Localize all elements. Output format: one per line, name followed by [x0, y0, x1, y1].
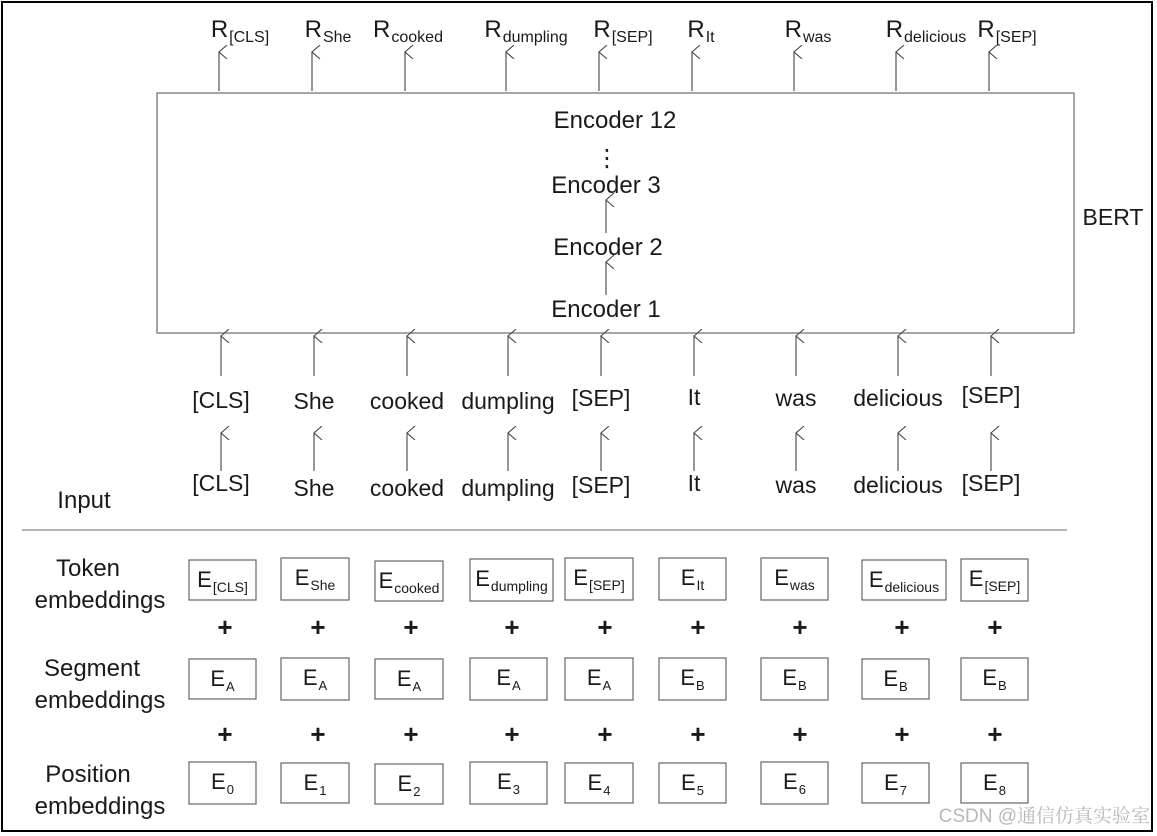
output-label-1: $R_{She}$	[304, 16, 352, 46]
plus-sign: +	[597, 719, 613, 749]
output-label-4: $R_{[SEP]}$	[593, 16, 653, 46]
plus-sign: +	[504, 612, 520, 642]
encoder-3-label: Encoder 3	[551, 172, 661, 199]
token-word-1: She	[293, 388, 335, 414]
output-label-2: $R_{cooked}$	[373, 16, 443, 46]
segment-embedding-2-label: $E_A$	[396, 666, 422, 694]
plus-sign: +	[987, 612, 1003, 642]
plus-sign: +	[894, 719, 910, 749]
plus-sign: +	[403, 719, 419, 749]
input-label: Input	[57, 487, 111, 514]
position-embedding-6-label: $E_6$	[783, 769, 806, 797]
watermark: CSDN @通信仿真实验室	[938, 806, 1150, 827]
segment-embeddings-label-line1: Segment	[43, 655, 141, 682]
output-label-3: $R_{dumpling}$	[484, 16, 568, 46]
input-word-2: cooked	[369, 475, 445, 501]
input-word-5: It	[687, 470, 701, 496]
input-word-0: [CLS]	[192, 470, 250, 496]
token-word-0: [CLS]	[192, 387, 250, 413]
output-label-8: $R_{[SEP]}$	[977, 16, 1037, 46]
position-embedding-1-label: $E_1$	[303, 770, 327, 798]
position-embedding-8-label: $E_8$	[983, 770, 1006, 798]
token-word-4: [SEP]	[571, 385, 631, 411]
position-embedding-7-label: $E_7$	[884, 770, 907, 798]
token-embedding-5-label: $E_{It}$	[680, 565, 705, 593]
segment-embedding-8-label: $E_B$	[982, 665, 1007, 693]
input-word-1: She	[293, 475, 335, 501]
segment-embedding-1-label: $E_A$	[302, 665, 328, 693]
encoder-2-label: Encoder 2	[553, 234, 663, 261]
token-embedding-0-label: $E_{[CLS]}$	[197, 567, 248, 595]
plus-sign: +	[690, 612, 706, 642]
plus-sign: +	[792, 612, 808, 642]
position-embeddings-label-line2: embeddings	[34, 793, 166, 820]
token-embedding-6-label: $E_{was}$	[774, 565, 815, 593]
token-embedding-3-label: $E_{dumpling}$	[475, 566, 548, 594]
segment-embedding-0-label: $E_A$	[210, 666, 235, 694]
plus-sign: +	[987, 719, 1003, 749]
plus-sign: +	[217, 612, 233, 642]
segment-embedding-7-label: $E_B$	[883, 666, 908, 694]
position-embedding-5-label: $E_5$	[681, 770, 704, 798]
model-name: BERT	[1082, 204, 1144, 230]
plus-sign: +	[403, 612, 419, 642]
input-word-7: delicious	[853, 472, 943, 498]
plus-sign: +	[690, 719, 706, 749]
segment-embeddings-label-line2: embeddings	[34, 687, 166, 714]
output-label-0: $R_{[CLS]}$	[210, 16, 270, 46]
token-embeddings-label-line2: embeddings	[34, 587, 166, 614]
token-embedding-7-label: $E_{delicious}$	[868, 567, 940, 595]
token-word-6: was	[775, 385, 817, 411]
segment-embedding-4-label: $E_A$	[586, 665, 612, 693]
position-embeddings-label-line1: Position	[45, 761, 131, 788]
position-embedding-4-label: $E_4$	[587, 770, 611, 798]
input-word-3: dumpling	[461, 475, 555, 501]
position-embedding-2-label: $E_2$	[397, 771, 421, 799]
input-word-8: [SEP]	[961, 470, 1021, 496]
token-embedding-1-label: $E_{She}$	[294, 565, 336, 593]
output-label-7: $R_{delicious}$	[885, 16, 967, 46]
token-embedding-8-label: $E_{[SEP]}$	[968, 566, 1021, 594]
encoder-12-label: Encoder 12	[553, 107, 677, 134]
encoder-1-label: Encoder 1	[551, 296, 661, 323]
plus-sign: +	[310, 612, 326, 642]
token-word-2: cooked	[369, 388, 445, 414]
position-embedding-0-label: $E_0$	[211, 769, 234, 797]
encoder-ellipsis: ⋮	[595, 145, 619, 172]
token-embedding-4-label: $E_{[SEP]}$	[573, 565, 625, 593]
input-word-6: was	[775, 472, 817, 498]
token-embedding-2-label: $E_{cooked}$	[378, 568, 440, 596]
output-label-5: $R_{It}$	[687, 16, 715, 46]
input-word-4: [SEP]	[571, 472, 631, 498]
token-word-5: It	[687, 384, 701, 410]
token-word-7: delicious	[853, 385, 943, 411]
plus-sign: +	[792, 719, 808, 749]
plus-sign: +	[894, 612, 910, 642]
plus-sign: +	[310, 719, 326, 749]
position-embedding-3-label: $E_3$	[497, 769, 520, 797]
token-embeddings-label-line1: Token	[55, 555, 121, 582]
token-word-8: [SEP]	[961, 382, 1021, 408]
segment-embedding-5-label: $E_B$	[680, 665, 705, 693]
plus-sign: +	[217, 719, 233, 749]
token-word-3: dumpling	[461, 388, 555, 414]
output-label-6: $R_{was}$	[784, 16, 832, 46]
segment-embedding-6-label: $E_B$	[782, 665, 807, 693]
segment-embedding-3-label: $E_A$	[496, 665, 521, 693]
plus-sign: +	[597, 612, 613, 642]
plus-sign: +	[504, 719, 520, 749]
